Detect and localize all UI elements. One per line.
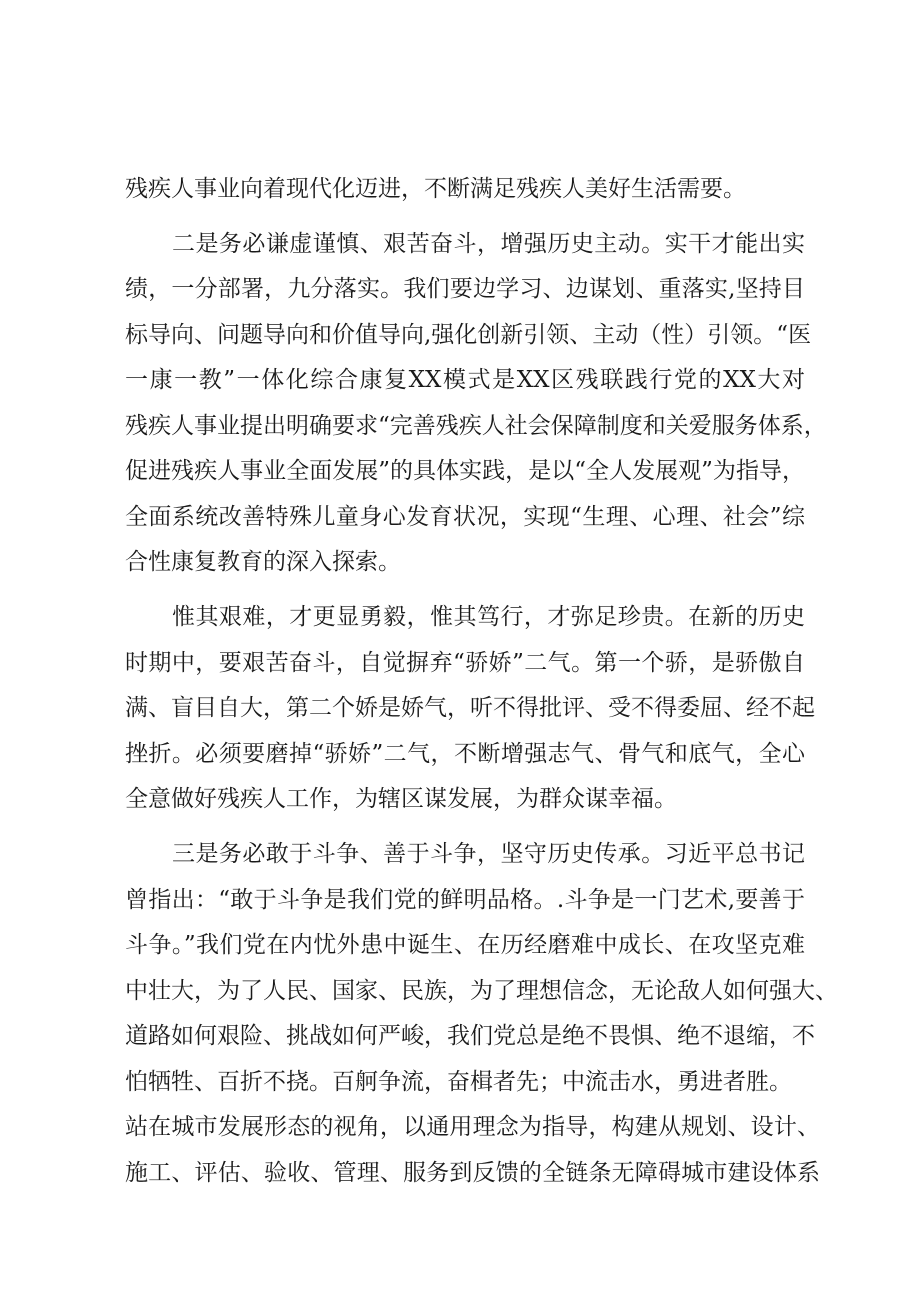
paragraph-line: 全意做好残疾人工作，为辖区谋发展，为群众谋幸福。: [125, 786, 677, 812]
paragraph-line: 站在城市发展形态的视角，以通用理念为指导，构建从规划、设计、: [125, 1114, 820, 1140]
paragraph-line: 残疾人事业提出明确要求“完善残疾人社会保障制度和关爱服务体系，: [125, 413, 827, 439]
paragraph-line: 一康一教”一体化综合康复XX模式是XX区残联践行党的XX大对: [125, 367, 805, 393]
paragraph-line: 残疾人事业向着现代化迈进，不断满足残疾人美好生活需要。: [125, 176, 746, 202]
paragraph-line: 施工、评估、验收、管理、服务到反馈的全链条无障碍城市建设体系: [125, 1160, 820, 1186]
paragraph-line: 怕牺牲、百折不挠。百舸争流，奋楫者先；中流击水，勇进者胜。: [125, 1069, 792, 1095]
paragraph-line: 斗争。”我们党在内忧外患中诞生、在历经磨难中成长、在攻坚克难: [125, 932, 805, 958]
paragraph-line: 标导向、问题导向和价值导向,强化创新引领、主动（性）引领。“医: [125, 322, 812, 348]
paragraph-line: 绩，一分部署，九分落实。我们要边学习、边谋划、重落实,坚持目: [125, 276, 805, 302]
paragraph-line: 促进残疾人事业全面发展”的具体实践，是以“全人发展观”为指导，: [125, 458, 805, 484]
paragraph-line: 合性康复教育的深入探索。: [125, 549, 401, 575]
paragraph-line: 三是务必敢于斗争、善于斗争，坚守历史传承。习近平总书记: [172, 841, 805, 867]
paragraph-line: 道路如何艰险、挑战如何严峻，我们党总是绝不畏惧、绝不退缩，不: [125, 1023, 815, 1049]
paragraph-line: 挫折。必须要磨掉“骄娇”二气，不断增强志气、骨气和底气，全心: [125, 741, 805, 767]
paragraph-line: 满、盲目自大，第二个娇是娇气，听不得批评、受不得委屈、经不起: [125, 695, 815, 721]
paragraph-line: 惟其艰难，才更显勇毅，惟其笃行，才弥足珍贵。在新的历史: [172, 604, 805, 630]
paragraph-line: 中壮大，为了人民、国家、民族，为了理想信念，无论敌人如何强大、: [125, 978, 838, 1004]
paragraph-line: 全面系统改善特殊儿童身心发育状况，实现“生理、心理、社会”综: [125, 504, 805, 530]
paragraph-line: 曾指出：“敢于斗争是我们党的鲜明品格。.斗争是一门艺术,要善于: [125, 887, 805, 913]
paragraph-line: 时期中，要艰苦奋斗，自觉摒弃“骄娇”二气。第一个骄，是骄傲自: [125, 650, 805, 676]
paragraph-line: 二是务必谦虚谨慎、艰苦奋斗，增强历史主动。实干才能出实: [172, 231, 805, 257]
